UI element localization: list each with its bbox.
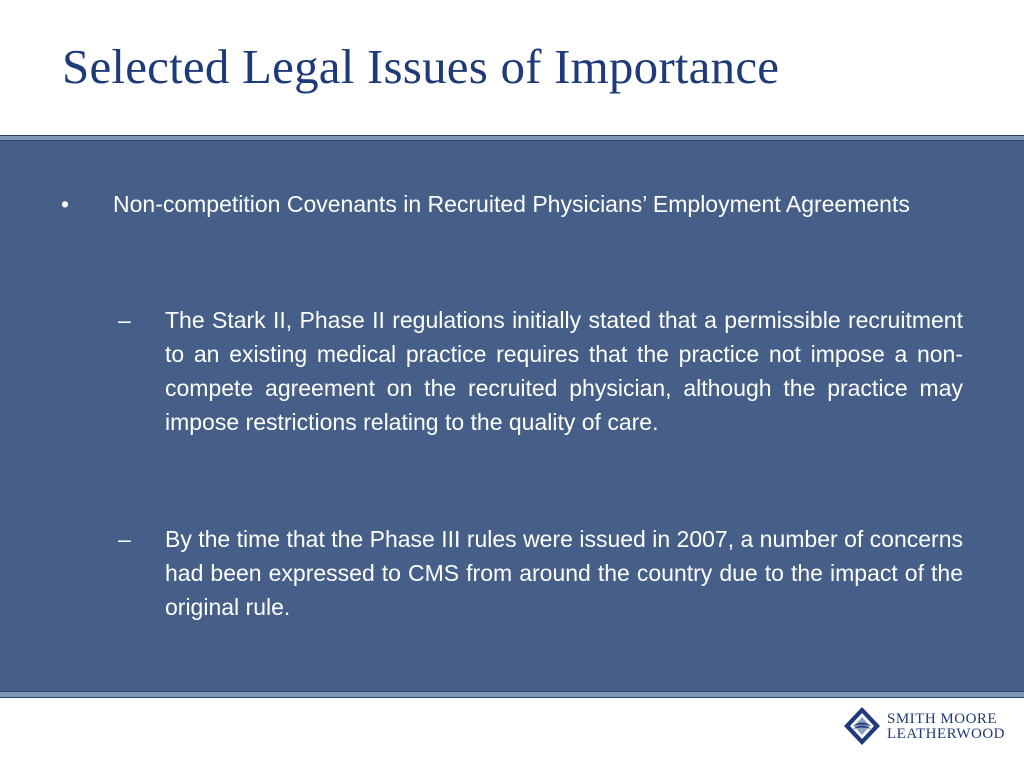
logo-text-line1: SMITH MOORE	[887, 711, 998, 727]
sub-item-marker: –	[118, 307, 131, 333]
bullet-marker: •	[61, 191, 70, 217]
content-panel	[0, 140, 1024, 692]
slide-body	[0, 141, 1024, 691]
sub-item-text: By the time that the Phase III rules were issued in 2007, a number of concerns had been expressed to CMS from around the country due to the impact of the original rule.	[165, 526, 963, 620]
diamond-logo-icon	[842, 705, 882, 747]
bottom-divider-band	[0, 692, 1024, 698]
company-logo	[842, 705, 1012, 749]
bullet-text: Non-competition Covenants in Recruited Physicians’ Employment Agreements	[113, 191, 910, 217]
sub-item-text: The Stark II, Phase II regulations initially stated that a permissible recruitment to an existing medical practice requires that the practice not impose a non-compete agreement on the recruited physician, although the practice may impose restrictions relating to the quality of care.	[165, 307, 963, 435]
logo-text-line2: LEATHERWOOD	[887, 726, 1005, 742]
sub-item-marker: –	[118, 526, 131, 552]
slide-title: Selected Legal Issues of Importance	[62, 39, 780, 94]
